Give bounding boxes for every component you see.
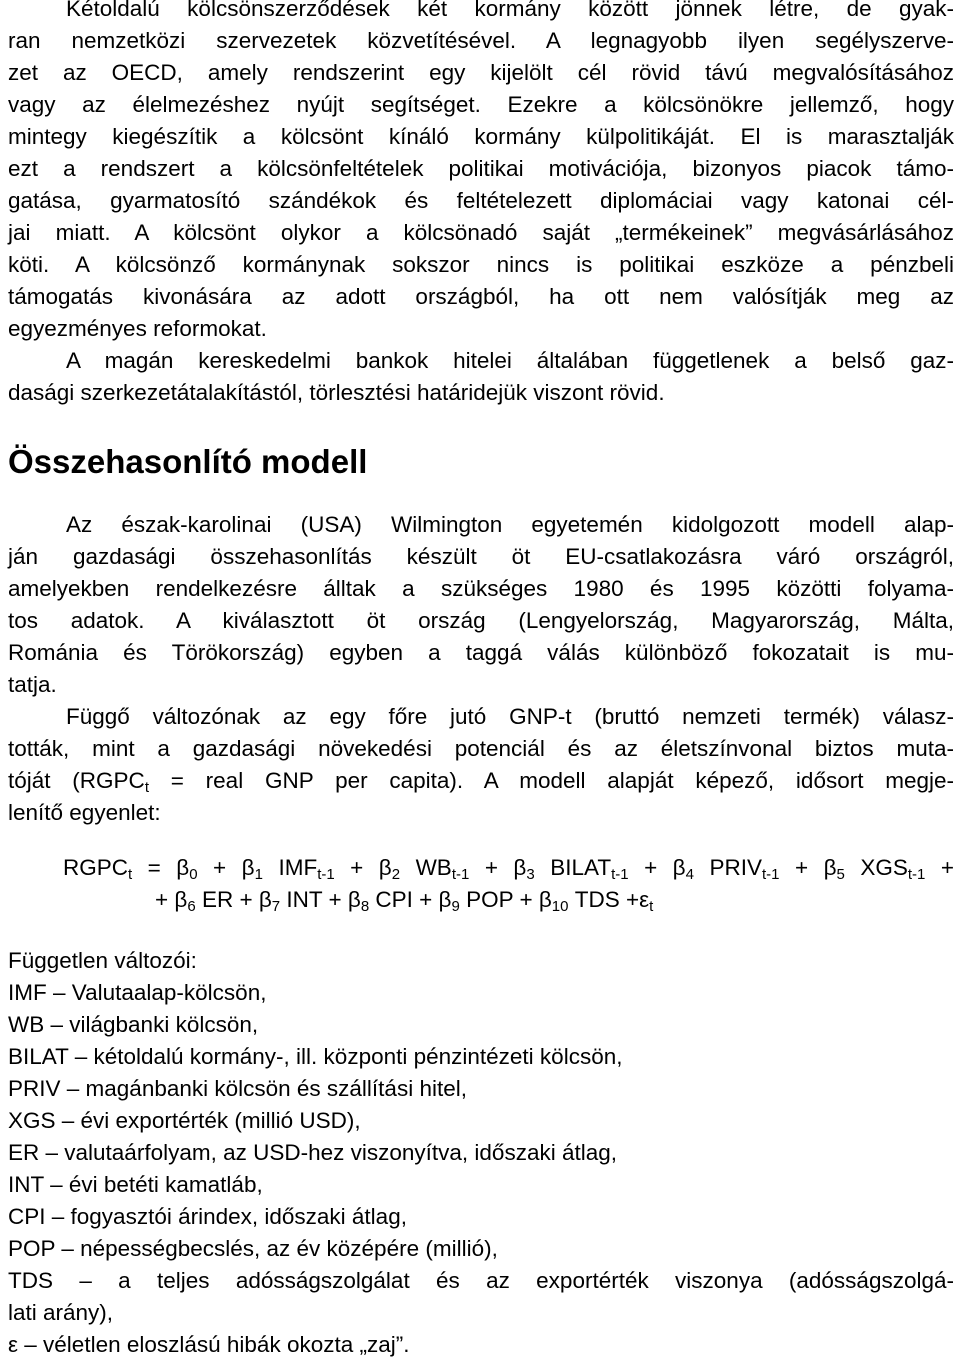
equation-subscript: t [128,866,133,883]
variable-item: XGS – évi exportérték (millió USD), [8,1108,361,1133]
variable-item: IMF – Valutaalap-kölcsön, [8,980,267,1005]
equation-line-2 [155,884,653,916]
variable-item: WB – világbanki kölcsön, [8,1012,259,1037]
text-fragment: tóját (RGPC [8,768,145,793]
text-line: tották, mint a gazdasági növekedési potenciál és az életszínvonal biztos muta- [8,736,954,761]
equation-subscript: 2 [391,866,401,883]
text-line: ran nemzetközi szervezetek közvetítésével. A legnagyobb ilyen segélyszerve- [8,28,954,53]
text-line: tatja. [8,672,57,697]
equation-line-1 [63,852,954,884]
equation-term: XGS [844,855,908,880]
variable-item: PRIV – magánbanki kölcsön és szállítási hitel, [8,1076,467,1101]
equation-term: BILAT [534,855,612,880]
equation-subscript: 10 [551,898,569,915]
equation-term: CPI + β [369,887,452,912]
equation-subscript: 5 [836,866,845,883]
text-line: köti. A kölcsönző kormánynak sokszor nincs is politikai eszköze a pénzbeli [8,252,954,277]
equation-term: = β [132,855,190,880]
variable-item: TDS – a teljes adósságszolgálat és az exportérték viszonya (adósságszolgá- [8,1268,954,1293]
equation-subscript: 0 [189,866,198,883]
equation-term: + β [197,855,255,880]
equation-subscript: t-1 [611,866,629,883]
text-line: Függő változónak az egy főre jutó GNP-t (bruttó nemzeti termék) válasz- [66,704,954,729]
text-line: tos adatok. A kiválasztott öt ország (Lengyelország, Magyarország, Málta, [8,608,954,633]
equation-subscript: 9 [451,898,460,915]
text-line: dasági szerkezetátalakítástól, törlesztési határidejük viszont rövid. [8,380,665,405]
equation-term: + β [779,855,837,880]
equation-term: TDS +ε [568,887,650,912]
equation-subscript: 1 [254,866,263,883]
variable-item: POP – népességbecslés, az év középére (millió), [8,1236,498,1261]
text-line: gatása, gyarmatosító szándékok és feltételezett diplomáciai vagy katonai cél- [8,188,954,213]
equation-term: RGPC [63,855,129,880]
equation-term: WB [400,855,452,880]
equation-term: + [925,855,955,880]
equation-subscript: 3 [526,866,535,883]
text-line: A magán kereskedelmi bankok hitelei általában függetlenek a belső gaz- [66,348,954,373]
variable-item: CPI – fogyasztói árindex, időszaki átlag, [8,1204,407,1229]
text-line [8,765,954,797]
variable-item: BILAT – kétoldalú kormány-, ill. központi pénzintézeti kölcsön, [8,1044,623,1069]
equation-subscript: 8 [360,898,370,915]
text-line: zet az OECD, amely rendszerint egy kijelölt cél rövid távú megvalósításához [8,60,954,85]
variables-title: Független változói: [8,948,197,973]
text-line: Az észak-karolinai (USA) Wilmington egyetemén kidolgozott modell alap- [66,512,954,537]
variable-item: lati arány), [8,1300,114,1325]
equation-subscript: t-1 [761,866,780,883]
text-line: amelyekben rendelkezésre álltak a szükséges 1980 és 1995 közötti folyama- [8,576,954,601]
equation-term: POP + β [459,887,552,912]
equation-subscript: 6 [187,898,196,915]
variable-item: ER – valutaárfolyam, az USD-hez viszonyítva, időszaki átlag, [8,1140,618,1165]
text-line: egyezményes reformokat. [8,316,267,341]
equation-term: + β [334,855,392,880]
equation-term: IMF [262,855,318,880]
equation-term: PRIV [693,855,762,880]
equation-term: + β [628,855,686,880]
equation-term: + β [155,887,188,912]
variable-item: INT – évi betéti kamatláb, [8,1172,263,1197]
text-line: lenítő egyenlet: [8,800,161,825]
subscript: t [144,779,149,796]
equation-subscript: t-1 [451,866,470,883]
text-line: mintegy kiegészítik a kölcsönt kínáló kormány külpolitikáját. El is marasztalják [8,124,954,149]
equation-subscript: 7 [271,898,281,915]
equation-term: + β [469,855,527,880]
equation-subscript: t-1 [317,866,335,883]
equation-subscript: t-1 [907,866,926,883]
text-line: Kétoldalú kölcsönszerződések két kormány között jönnek létre, de gyak- [66,0,954,21]
text-line: Románia és Törökország) egyben a taggá válás különböző fokozatait is mu- [8,640,954,665]
text-line: jai miatt. A kölcsönt olykor a kölcsönadó saját „termékeinek” megvásárlásához [8,220,954,245]
equation-subscript: t [649,898,654,915]
equation-term: ER + β [195,887,272,912]
text-fragment: = real GNP per capita). A modell alapját képező, idősort megje- [148,768,955,793]
section-heading: Összehasonlító modell [8,443,368,480]
text-line: vagy az élelmezéshez nyújt segítséget. Ezekre a kölcsönökre jellemző, hogy [8,92,954,117]
text-line: ján gazdasági összehasonlítás készült öt EU-csatlakozásra váró országról, [8,544,954,569]
text-line: ezt a rendszert a kölcsönfeltételek politikai motivációja, bizonyos piacok támo- [8,156,954,181]
equation-subscript: 4 [685,866,694,883]
variable-item: ε – véletlen eloszlású hibák okozta „zaj”. [8,1332,410,1357]
equation-term: INT + β [280,887,361,912]
text-line: támogatás kivonására az adott országból, ha ott nem valósítják meg az [8,284,954,309]
